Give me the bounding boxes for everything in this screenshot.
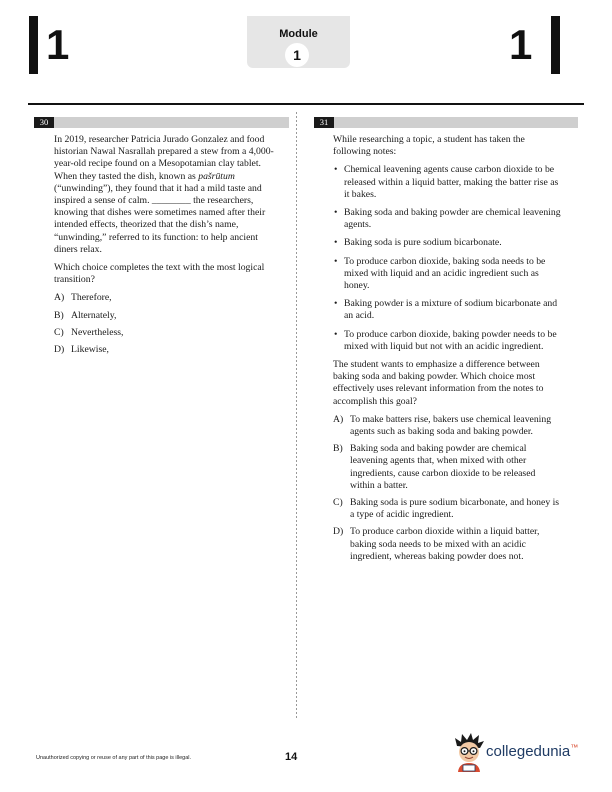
question-prompt: The student wants to emphasize a difference between baking soda and baking powder. Which choice most effectively uses relevant information from the notes to accomplish this goal? [333,359,544,407]
brand-trademark: ™ [570,743,579,752]
choice-label: A) [54,292,65,304]
choice-label: D) [333,526,344,538]
choice-text: Baking soda is pure sodium bicarbonate, and honey is a type of acidic ingredient. [350,497,560,521]
answer-choice-a[interactable] [333,414,561,438]
passage-text: In 2019, researcher Patricia Jurado Gonzalez and food historian Nawal Nasrallah prepared a stew from a 4,000-year-old recipe found on a Mesopotamian clay tablet. When they tasted the dish, known as [54,134,274,182]
choice-text: To produce carbon dioxide within a liquid batter, baking soda needs to be mixed with an acidic ingredient, whereas baking powder does not. [350,526,540,562]
question-31 [333,134,561,568]
choice-label: A) [333,413,344,425]
notes-list [333,164,561,353]
notes-intro: While researching a topic, a student has taken the following notes: [333,134,525,158]
passage [54,134,280,256]
answer-choice-b[interactable] [54,310,280,322]
copyright-notice: Unauthorized copying or reuse of any part of this page is illegal. [36,755,192,761]
answer-choice-b[interactable] [333,443,561,492]
choice-label: C) [333,497,343,509]
module-tab [247,16,350,68]
student-mascot-icon [452,732,486,772]
choice-text: Nevertheless, [71,326,124,338]
brand-name-text: collegedunia [486,743,571,760]
column-divider [296,112,297,720]
choice-text: Baking soda and baking powder are chemical leavening agents that, when mixed with other ingredients, cause carbon dioxide to be released within a batter. [350,443,536,491]
question-30 [54,134,280,361]
list-item: • Baking powder is a mixture of sodium bicarbonate and an acid. [333,298,561,322]
section-number-left: 1 [46,21,70,68]
brand-logo[interactable] [452,732,582,772]
module-number: 1 [285,43,309,67]
choice-label: D) [54,344,65,356]
choice-text: Likewise, [71,344,109,356]
question-prompt: Which choice completes the text with the most logical transition? [54,262,265,286]
module-label: Module [279,28,318,40]
choice-text: Alternately, [71,309,117,321]
choice-label: B) [333,443,343,455]
section-bar-right [551,16,560,74]
choice-label: C) [54,326,64,338]
question-number: 30 [34,117,54,128]
page-number: 14 [285,751,298,763]
question-number: 31 [314,117,334,128]
answer-choice-d[interactable] [54,344,280,356]
section-number-right: 1 [509,21,533,68]
answer-choice-d[interactable] [333,526,561,563]
passage-italic-term: pašrūtum [198,170,235,182]
list-item: • Baking soda is pure sodium bicarbonate. [333,237,561,249]
answer-choice-a[interactable] [54,292,280,304]
list-item: • To produce carbon dioxide, baking soda needs to be mixed with liquid and an acidic ingredient such as honey. [333,256,561,293]
list-item: • Baking soda and baking powder are chemical leavening agents. [333,207,561,231]
list-item: • To produce carbon dioxide, baking powder needs to be mixed with liquid but not with an acidic ingredient. [333,329,561,353]
section-bar-left [29,16,38,74]
question-number-bar [34,117,289,128]
choice-label: B) [54,309,64,321]
choice-text: To make batters rise, bakers use chemical leavening agents such as baking soda and baking powder. [350,413,552,438]
brand-name [486,743,578,760]
answer-choice-c[interactable] [333,497,561,521]
passage-text: (“unwinding”), they found that it had a mild taste and inspired a sense of calm. ________ the researchers, knowing that dishes were sometimes named after their intended effects, theorized that the dish’s name, “unwinding,” referred to its function: to help ancient diners relax. [54,182,266,255]
choice-text: Therefore, [71,292,112,304]
header-rule [28,103,584,105]
question-number-bar [314,117,578,128]
answer-choice-c[interactable] [54,327,280,339]
list-item: • Chemical leavening agents cause carbon dioxide to be released within a liquid batter, making the batter rise as it bakes. [333,164,561,201]
